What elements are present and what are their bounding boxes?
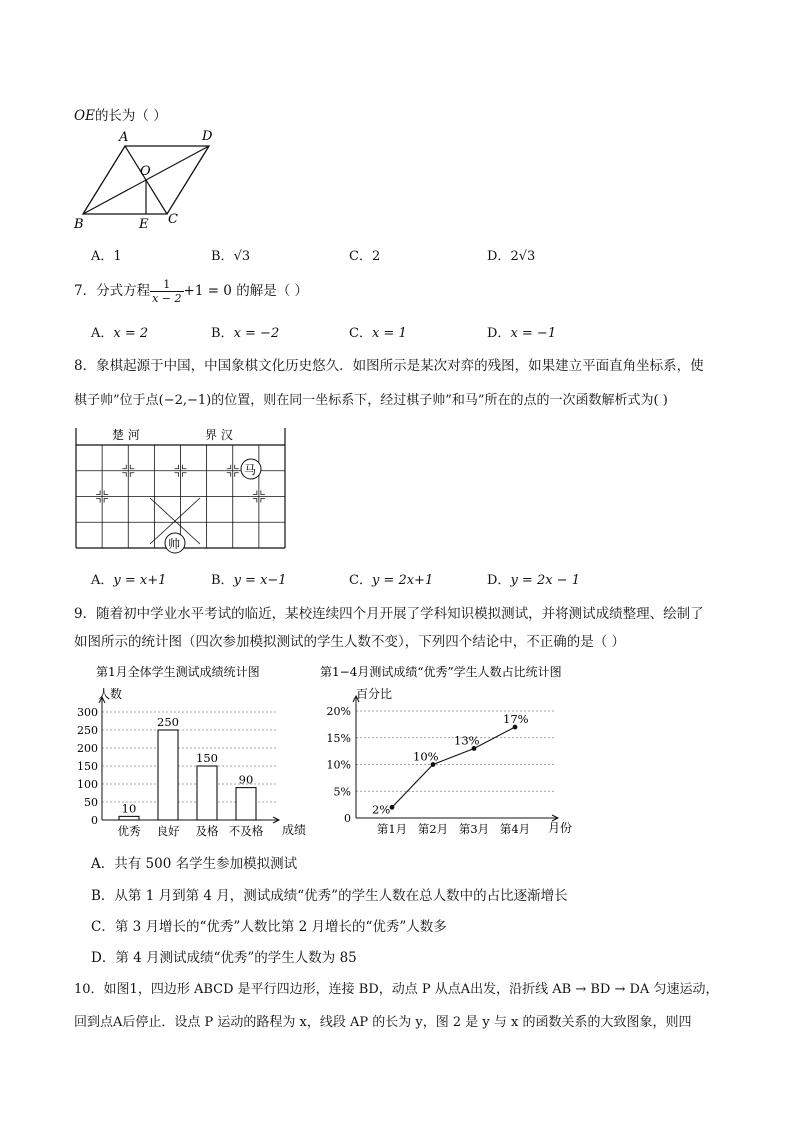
- q9-line-2: 如图所示的统计图（四次参加模拟测试的学生人数不变），下列四个结论中，不正确的是（ ）: [74, 634, 626, 650]
- q7-prefix: 分式方程: [96, 283, 151, 299]
- q7-option-b[interactable]: B．x = −2: [211, 326, 280, 341]
- q8-line-2: 棋子帅”位于点(−2,−1)的位置，则在同一坐标系下，经过棋子帅”和马”所在的点的一次函数解析式为( ): [74, 393, 668, 408]
- bar: [197, 766, 217, 820]
- bar-chart-xlabel: 成绩: [282, 823, 307, 837]
- bar-category-label: 及格: [195, 824, 219, 838]
- q6-option-b[interactable]: B．√3: [211, 249, 251, 264]
- bar-value-label: 150: [196, 751, 218, 765]
- line-chart-title: 第1−4月测试成绩“优秀”学生人数占比统计图: [320, 665, 562, 679]
- q10-line-1: 10．如图1，四边形 ABCD 是平行四边形，连接 BD，动点 P 从点A出发，沿折线 AB → BD → DA 匀速运动，: [74, 982, 719, 997]
- q7-number: 7．: [74, 283, 97, 299]
- q6-stem-text: 的长为（ ）: [94, 108, 167, 124]
- bar-value-label: 250: [157, 715, 179, 729]
- line-ytick-label: 5%: [333, 785, 351, 799]
- river-text-right: 界 汉: [205, 428, 233, 442]
- line-category-label: 第3月: [458, 822, 490, 836]
- q8-option-d[interactable]: D．y = 2x − 1: [487, 573, 580, 588]
- line-category-label: 第4月: [499, 822, 531, 836]
- q6-option-a[interactable]: A．1: [91, 249, 122, 264]
- bar-ytick-label: 250: [77, 724, 98, 737]
- q6-stem-var: OE: [74, 108, 95, 124]
- label-a: A: [119, 130, 129, 145]
- piece-ma-label: 马: [244, 463, 257, 477]
- q7-option-c[interactable]: C．x = 1: [349, 326, 407, 341]
- q6-option-c[interactable]: C．2: [349, 249, 381, 264]
- line-ytick-label: 10%: [326, 758, 351, 772]
- q8-option-b[interactable]: B．y = x−1: [211, 573, 287, 588]
- label-e: E: [139, 217, 149, 232]
- q6-option-d[interactable]: D．2√3: [487, 249, 536, 264]
- label-b: B: [74, 217, 84, 232]
- line-ytick-label: 15%: [326, 731, 351, 745]
- bar-chart-title: 第1月全体学生测试成绩统计图: [96, 665, 260, 679]
- line-data-label: 10%: [413, 749, 439, 764]
- q8-option-c[interactable]: C．y = 2x+1: [349, 573, 434, 588]
- bar-value-label: 90: [238, 772, 254, 787]
- bar-category-label: 良好: [156, 824, 180, 838]
- q9-option-a[interactable]: A．共有 500 名学生参加模拟测试: [91, 856, 298, 872]
- line-category-label: 第2月: [417, 822, 449, 836]
- chess-board-figure: [74, 426, 289, 554]
- line-chart-xlabel: 月份: [548, 821, 573, 835]
- q9-option-b[interactable]: B．从第 1 月到第 4 月，测试成绩“优秀”的学生人数在总人数中的占比逐渐增长: [91, 888, 568, 904]
- bar-chart-ylabel: 人数: [98, 687, 123, 701]
- bar-category-label: 优秀: [117, 824, 141, 838]
- bar-chart: [72, 660, 307, 840]
- bar-category-label: 不及格: [228, 824, 264, 838]
- q8-option-a[interactable]: A．y = x+1: [91, 573, 167, 588]
- label-d: D: [202, 129, 213, 144]
- bar: [119, 816, 139, 820]
- piece-shuai-label: 帅: [168, 537, 181, 551]
- line-category-label: 第1月: [376, 822, 408, 836]
- line-chart-ylabel: 百分比: [356, 687, 393, 701]
- label-c: C: [168, 212, 178, 227]
- line-point: [390, 805, 395, 810]
- q7-option-a[interactable]: A．x = 2: [91, 326, 149, 341]
- line-chart: [318, 660, 588, 840]
- q7-suffix: +1 = 0 的解是（ ）: [183, 283, 308, 299]
- bar-ytick-label: 0: [91, 814, 98, 827]
- bar: [236, 788, 256, 820]
- bar-value-label: 10: [121, 801, 137, 816]
- line-data-label: 17%: [503, 712, 529, 727]
- bar-ytick-label: 150: [77, 760, 98, 773]
- q7-stem: [74, 278, 308, 305]
- label-o: O: [140, 164, 151, 179]
- q9-option-c[interactable]: C．第 3 月增长的“优秀”人数比第 2 月增长的“优秀”人数多: [91, 919, 447, 935]
- bar: [158, 730, 178, 820]
- bar-ytick-label: 100: [77, 778, 98, 791]
- q7-option-d[interactable]: D．x = −1: [487, 326, 557, 341]
- q6-stem: [74, 104, 167, 124]
- q9-option-d[interactable]: D．第 4 月测试成绩“优秀”的学生人数为 85: [91, 950, 357, 966]
- line-data-label: 2%: [372, 802, 391, 817]
- parallelogram-figure: [70, 124, 230, 234]
- line-data-label: 13%: [454, 733, 480, 748]
- q8-line-1: 8．象棋起源于中国，中国象棋文化历史悠久．如图所示是某次对弈的残图，如果建立平面直角坐标系，使: [74, 358, 704, 374]
- q7-fraction: $\frac{1}{x - 2}$: [152, 278, 182, 305]
- line-ytick-label: 20%: [326, 705, 351, 718]
- bar-ytick-label: 300: [77, 706, 98, 719]
- river-text-left: 楚 河: [112, 428, 140, 442]
- q10-line-2: 回到点A后停止．设点 P 运动的路程为 x，线段 AP 的长为 y，图 2 是 y 与 x 的函数关系的大致图象，则四: [74, 1015, 692, 1030]
- bar-ytick-label: 200: [77, 742, 98, 755]
- q9-line-1: 9．随着初中学业水平考试的临近，某校连续四个月开展了学科知识模拟测试，并将测试成绩整理、绘制了: [74, 606, 704, 622]
- bar-ytick-label: 50: [84, 796, 98, 809]
- line-ytick-label: 0: [344, 812, 351, 825]
